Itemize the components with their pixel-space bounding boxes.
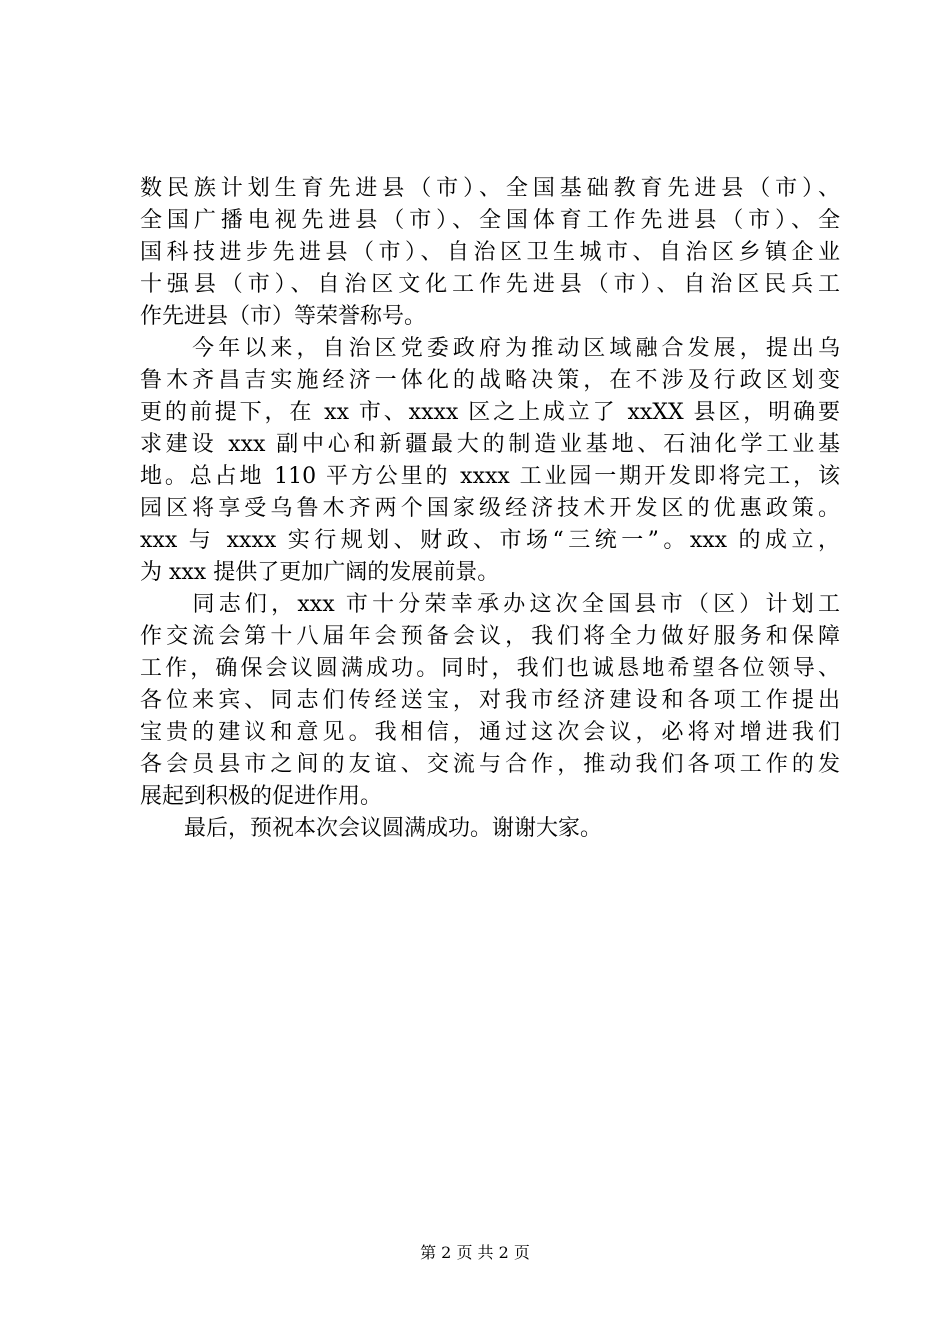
text-line: 展起到积极的促进作用。 <box>140 784 383 809</box>
text-line: 为 xxx 提供了更加广阔的发展前景。 <box>140 560 500 585</box>
text-line: 十强县（市）、自治区文化工作先进县（市）、自治区民兵工 <box>140 272 840 297</box>
text-line: 同志们，xxx 市十分荣幸承办这次全国县市（区）计划工 <box>140 592 840 617</box>
text-line: 作先进县（市）等荣誉称号。 <box>140 304 427 329</box>
text-line: 工作，确保会议圆满成功。同时，我们也诚恳地希望各位领导、 <box>140 656 840 681</box>
text-line: xxx 与 xxxx 实行规划、财政、市场“三统一”。xxx 的成立， <box>140 528 840 553</box>
body-text <box>140 173 840 845</box>
text-line: 地。总占地 110 平方公里的 xxxx 工业园一期开发即将完工，该 <box>140 464 840 489</box>
text-line: 鲁木齐昌吉实施经济一体化的战略决策，在不涉及行政区划变 <box>140 368 840 393</box>
text-line: 今年以来，自治区党委政府为推动区域融合发展，提出乌 <box>140 336 840 361</box>
page-number-label: 第 2 页 共 2 页 <box>420 1243 530 1262</box>
text-line: 各会员县市之间的友谊、交流与合作，推动我们各项工作的发 <box>140 752 840 777</box>
text-line: 数民族计划生育先进县（市）、全国基础教育先进县（市）、 <box>140 176 840 201</box>
page-footer <box>0 1242 950 1264</box>
text-line: 作交流会第十八届年会预备会议，我们将全力做好服务和保障 <box>140 624 840 649</box>
text-line: 宝贵的建议和意见。我相信，通过这次会议，必将对增进我们 <box>140 720 840 745</box>
text-line: 求建设 xxx 副中心和新疆最大的制造业基地、石油化学工业基 <box>140 432 840 457</box>
text-line: 各位来宾、同志们传经送宝，对我市经济建设和各项工作提出 <box>140 688 840 713</box>
text-line: 全国广播电视先进县（市）、全国体育工作先进县（市）、全 <box>140 208 840 233</box>
text-line: 国科技进步先进县（市）、自治区卫生城市、自治区乡镇企业 <box>140 240 840 265</box>
text-line: 园区将享受乌鲁木齐两个国家级经济技术开发区的优惠政策。 <box>140 496 840 521</box>
text-line: 更的前提下，在 xx 市、xxxx 区之上成立了 xxXX 县区，明确要 <box>140 400 840 425</box>
text-line: 最后，预祝本次会议圆满成功。谢谢大家。 <box>140 816 603 841</box>
